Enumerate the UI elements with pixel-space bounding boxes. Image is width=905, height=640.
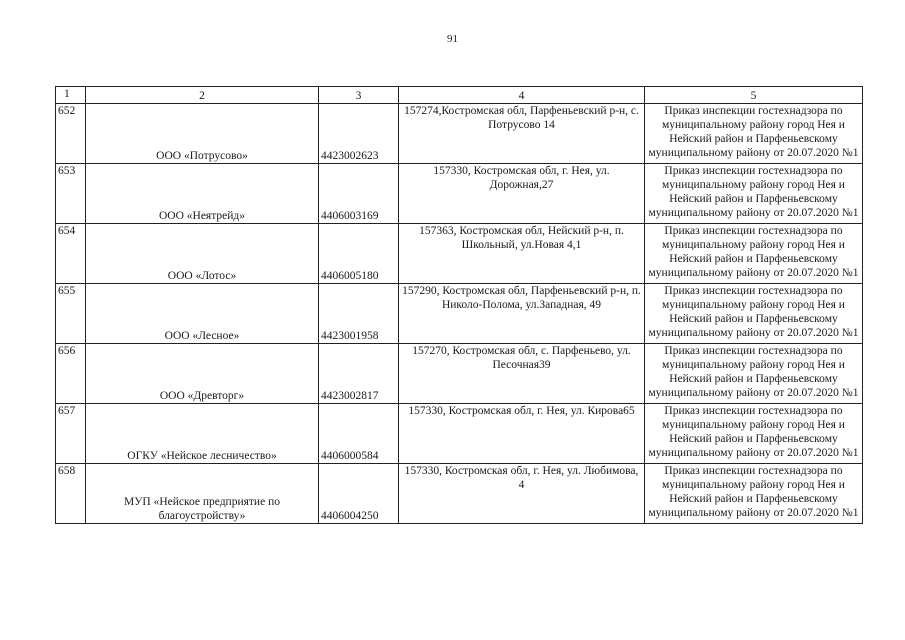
inn-cell: 4406005180	[319, 224, 399, 284]
column-header-4: 4	[399, 87, 645, 104]
inn-cell: 4423002817	[319, 344, 399, 404]
inn-cell: 4423002623	[319, 104, 399, 164]
inn-cell: 4406003169	[319, 164, 399, 224]
table-row	[56, 284, 863, 344]
order-reference-cell: Приказ инспекции гостехнадзора по муниципальному району город Нея и Нейский район и Парфеньевскому муниципальному району от 20.07.2020 №1	[645, 104, 863, 164]
organization-name-cell: ООО «Потрусово»	[86, 104, 319, 164]
organization-name-cell: ООО «Лотос»	[86, 224, 319, 284]
order-reference-cell: Приказ инспекции гостехнадзора по муниципальному району город Нея и Нейский район и Парфеньевскому муниципальному району от 20.07.2020 №1	[645, 464, 863, 524]
page-number: 91	[447, 33, 458, 45]
address-cell: 157274,Костромская обл, Парфеньевский р-н, с. Потрусово 14	[399, 104, 645, 164]
inn-cell: 4423001958	[319, 284, 399, 344]
table-row	[56, 224, 863, 284]
row-number-cell: 655	[56, 284, 86, 344]
column-header-3: 3	[319, 87, 399, 104]
organization-name-cell: ООО «Древторг»	[86, 344, 319, 404]
address-cell: 157330, Костромская обл, г. Нея, ул. Любимова, 4	[399, 464, 645, 524]
row-number-cell: 652	[56, 104, 86, 164]
column-header-2: 2	[86, 87, 319, 104]
row-number-cell: 656	[56, 344, 86, 404]
table-row	[56, 104, 863, 164]
organization-name-cell: ООО «Лесное»	[86, 284, 319, 344]
table-row	[56, 404, 863, 464]
table-body	[56, 104, 863, 524]
order-reference-cell: Приказ инспекции гостехнадзора по муниципальному району город Нея и Нейский район и Парфеньевскому муниципальному району от 20.07.2020 №1	[645, 164, 863, 224]
table-row	[56, 164, 863, 224]
inn-cell: 4406000584	[319, 404, 399, 464]
order-reference-cell: Приказ инспекции гостехнадзора по муниципальному району город Нея и Нейский район и Парфеньевскому муниципальному району от 20.07.2020 №1	[645, 224, 863, 284]
header-row	[56, 87, 863, 104]
address-cell: 157363, Костромская обл, Нейский р-н, п. Школьный, ул.Новая 4,1	[399, 224, 645, 284]
address-cell: 157330, Костромская обл, г. Нея, ул. Кирова65	[399, 404, 645, 464]
row-number-cell: 657	[56, 404, 86, 464]
table-header	[56, 87, 863, 104]
inn-cell: 4406004250	[319, 464, 399, 524]
organization-name-cell: МУП «Нейское предприятие по благоустройству»	[86, 464, 319, 524]
address-cell: 157290, Костромская обл, Парфеньевский р-н, п. Николо-Полома, ул.Западная, 49	[399, 284, 645, 344]
order-reference-cell: Приказ инспекции гостехнадзора по муниципальному району город Нея и Нейский район и Парфеньевскому муниципальному району от 20.07.2020 №1	[645, 284, 863, 344]
order-reference-cell: Приказ инспекции гостехнадзора по муниципальному району город Нея и Нейский район и Парфеньевскому муниципальному району от 20.07.2020 №1	[645, 404, 863, 464]
column-header-5: 5	[645, 87, 863, 104]
table-row	[56, 344, 863, 404]
address-cell: 157270, Костромская обл, с. Парфеньево, ул. Песочная39	[399, 344, 645, 404]
row-number-cell: 658	[56, 464, 86, 524]
address-cell: 157330, Костромская обл, г. Нея, ул. Дорожная,27	[399, 164, 645, 224]
table-row	[56, 464, 863, 524]
order-reference-cell: Приказ инспекции гостехнадзора по муниципальному району город Нея и Нейский район и Парфеньевскому муниципальному району от 20.07.2020 №1	[645, 344, 863, 404]
organization-name-cell: ООО «Неятрейд»	[86, 164, 319, 224]
organization-name-cell: ОГКУ «Нейское лесничество»	[86, 404, 319, 464]
row-number-cell: 654	[56, 224, 86, 284]
registry-table	[55, 86, 863, 524]
row-number-cell: 653	[56, 164, 86, 224]
column-header-1: 1	[56, 87, 86, 104]
